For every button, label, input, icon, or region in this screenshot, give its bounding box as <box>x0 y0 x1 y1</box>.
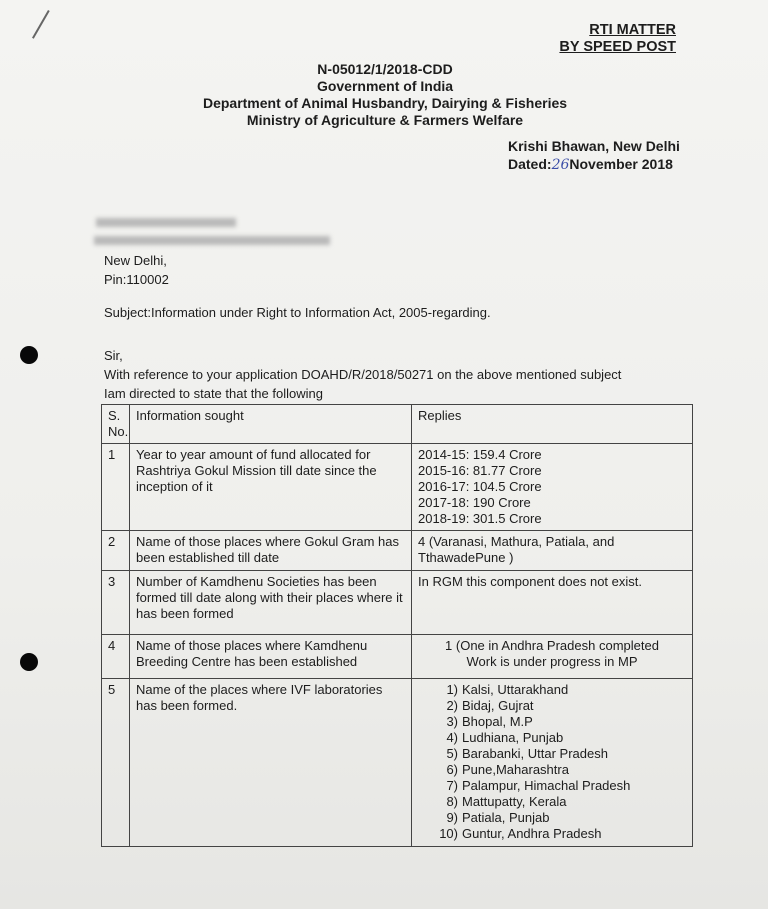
item-text: Bhopal, M.P <box>462 714 533 729</box>
ivf-lab-item <box>438 746 686 762</box>
punch-hole-bottom <box>20 653 38 671</box>
date-rest: November 2018 <box>569 156 673 172</box>
item-text: Kalsi, Uttarakhand <box>462 682 569 697</box>
item-text: Patiala, Punjab <box>462 810 550 825</box>
item-number: 6) <box>446 762 458 777</box>
pen-mark <box>32 10 50 39</box>
row-reply <box>412 635 693 679</box>
place-and-date <box>508 137 680 174</box>
intro-line-1: With reference to your application DOAHD/R/2018/50271 on the above mentioned subject <box>104 367 622 382</box>
ministry-name: Ministry of Agriculture & Farmers Welfare <box>246 112 524 128</box>
fund-year-item: 2014-15: 159.4 Crore <box>418 447 542 462</box>
address-pin: Pin:110002 <box>104 272 169 287</box>
reply-line-2: Work is under progress in MP <box>466 654 638 669</box>
row-info: Name of those places where Gokul Gram has been established till date <box>130 531 412 571</box>
letter-body <box>104 346 621 403</box>
ivf-lab-item <box>438 730 686 746</box>
punch-hole-top <box>20 346 38 364</box>
fund-year-item: 2017-18: 190 Crore <box>418 495 531 510</box>
ivf-lab-item <box>438 778 686 794</box>
ivf-lab-item <box>438 810 686 826</box>
handwritten-day: 26 <box>551 157 570 173</box>
fund-year-item: 2016-17: 104.5 Crore <box>418 479 542 494</box>
location: Krishi Bhawan, New Delhi <box>508 138 680 154</box>
date-label: Dated: <box>508 156 552 172</box>
row-reply: In RGM this component does not exist. <box>412 571 693 635</box>
ivf-lab-item <box>438 826 686 842</box>
item-number: 8) <box>446 794 458 809</box>
row-sno: 5 <box>102 679 130 847</box>
fund-year-item: 2015-16: 81.77 Crore <box>418 463 542 478</box>
item-text: Palampur, Himachal Pradesh <box>462 778 631 793</box>
item-text: Bidaj, Gujrat <box>462 698 534 713</box>
information-table <box>101 404 693 847</box>
item-number: 4) <box>446 730 458 745</box>
ivf-lab-item <box>438 794 686 810</box>
row-info: Name of the places where IVF laboratories has been formed. <box>130 679 412 847</box>
item-number: 5) <box>446 746 458 761</box>
redacted-address <box>94 236 330 245</box>
table-row <box>102 679 693 847</box>
redacted-name <box>96 218 236 227</box>
salutation: Sir, <box>104 348 123 363</box>
item-number: 7) <box>446 778 458 793</box>
item-text: Mattupatty, Kerala <box>462 794 567 809</box>
row-sno: 2 <box>102 531 130 571</box>
item-text: Pune,Maharashtra <box>462 762 569 777</box>
intro-line-2: Iam directed to state that the following <box>104 386 323 401</box>
table-row <box>102 571 693 635</box>
row-sno: 4 <box>102 635 130 679</box>
fund-year-item: 2018-19: 301.5 Crore <box>418 511 542 526</box>
row-info: Number of Kamdhenu Societies has been formed till date along with their places where it has been formed <box>130 571 412 635</box>
item-number: 2) <box>446 698 458 713</box>
ivf-lab-item <box>438 762 686 778</box>
row-sno: 3 <box>102 571 130 635</box>
row-replies <box>412 679 693 847</box>
item-text: Ludhiana, Punjab <box>462 730 564 745</box>
item-number: 9) <box>446 810 458 825</box>
table-row <box>102 444 693 531</box>
date-line <box>508 155 680 174</box>
ivf-lab-item <box>438 698 686 714</box>
government-name: Government of India <box>316 78 454 94</box>
reply-line-1: 1 (One in Andhra Pradesh completed <box>445 638 659 653</box>
table-row <box>102 635 693 679</box>
item-number: 3) <box>446 714 458 729</box>
speed-post-label: BY SPEED POST <box>559 39 676 55</box>
header-sno: S. No. <box>102 405 130 444</box>
file-number: N-05012/1/2018-CDD <box>317 61 453 77</box>
header-info: Information sought <box>130 405 412 444</box>
letter-header <box>150 61 620 129</box>
item-number: 10) <box>439 826 458 841</box>
item-text: Barabanki, Uttar Pradesh <box>462 746 608 761</box>
row-replies <box>412 444 693 531</box>
department-name: Department of Animal Husbandry, Dairying & Fisheries <box>202 95 568 111</box>
table-row <box>102 531 693 571</box>
rti-stamp <box>559 22 676 56</box>
row-reply: 4 (Varanasi, Mathura, Patiala, and TthawadePune ) <box>412 531 693 571</box>
address-city: New Delhi, <box>104 253 167 268</box>
subject-line: Subject:Information under Right to Information Act, 2005-regarding. <box>104 305 491 320</box>
ivf-lab-item <box>438 714 686 730</box>
table-header-row <box>102 405 693 444</box>
row-info: Year to year amount of fund allocated for Rashtriya Gokul Mission till date since the inception of it <box>130 444 412 531</box>
header-replies: Replies <box>412 405 693 444</box>
rti-matter-label: RTI MATTER <box>589 22 676 38</box>
row-info: Name of those places where Kamdhenu Breeding Centre has been established <box>130 635 412 679</box>
recipient-address <box>104 251 169 289</box>
item-text: Guntur, Andhra Pradesh <box>462 826 602 841</box>
row-sno: 1 <box>102 444 130 531</box>
item-number: 1) <box>446 682 458 697</box>
ivf-lab-item <box>438 682 686 698</box>
